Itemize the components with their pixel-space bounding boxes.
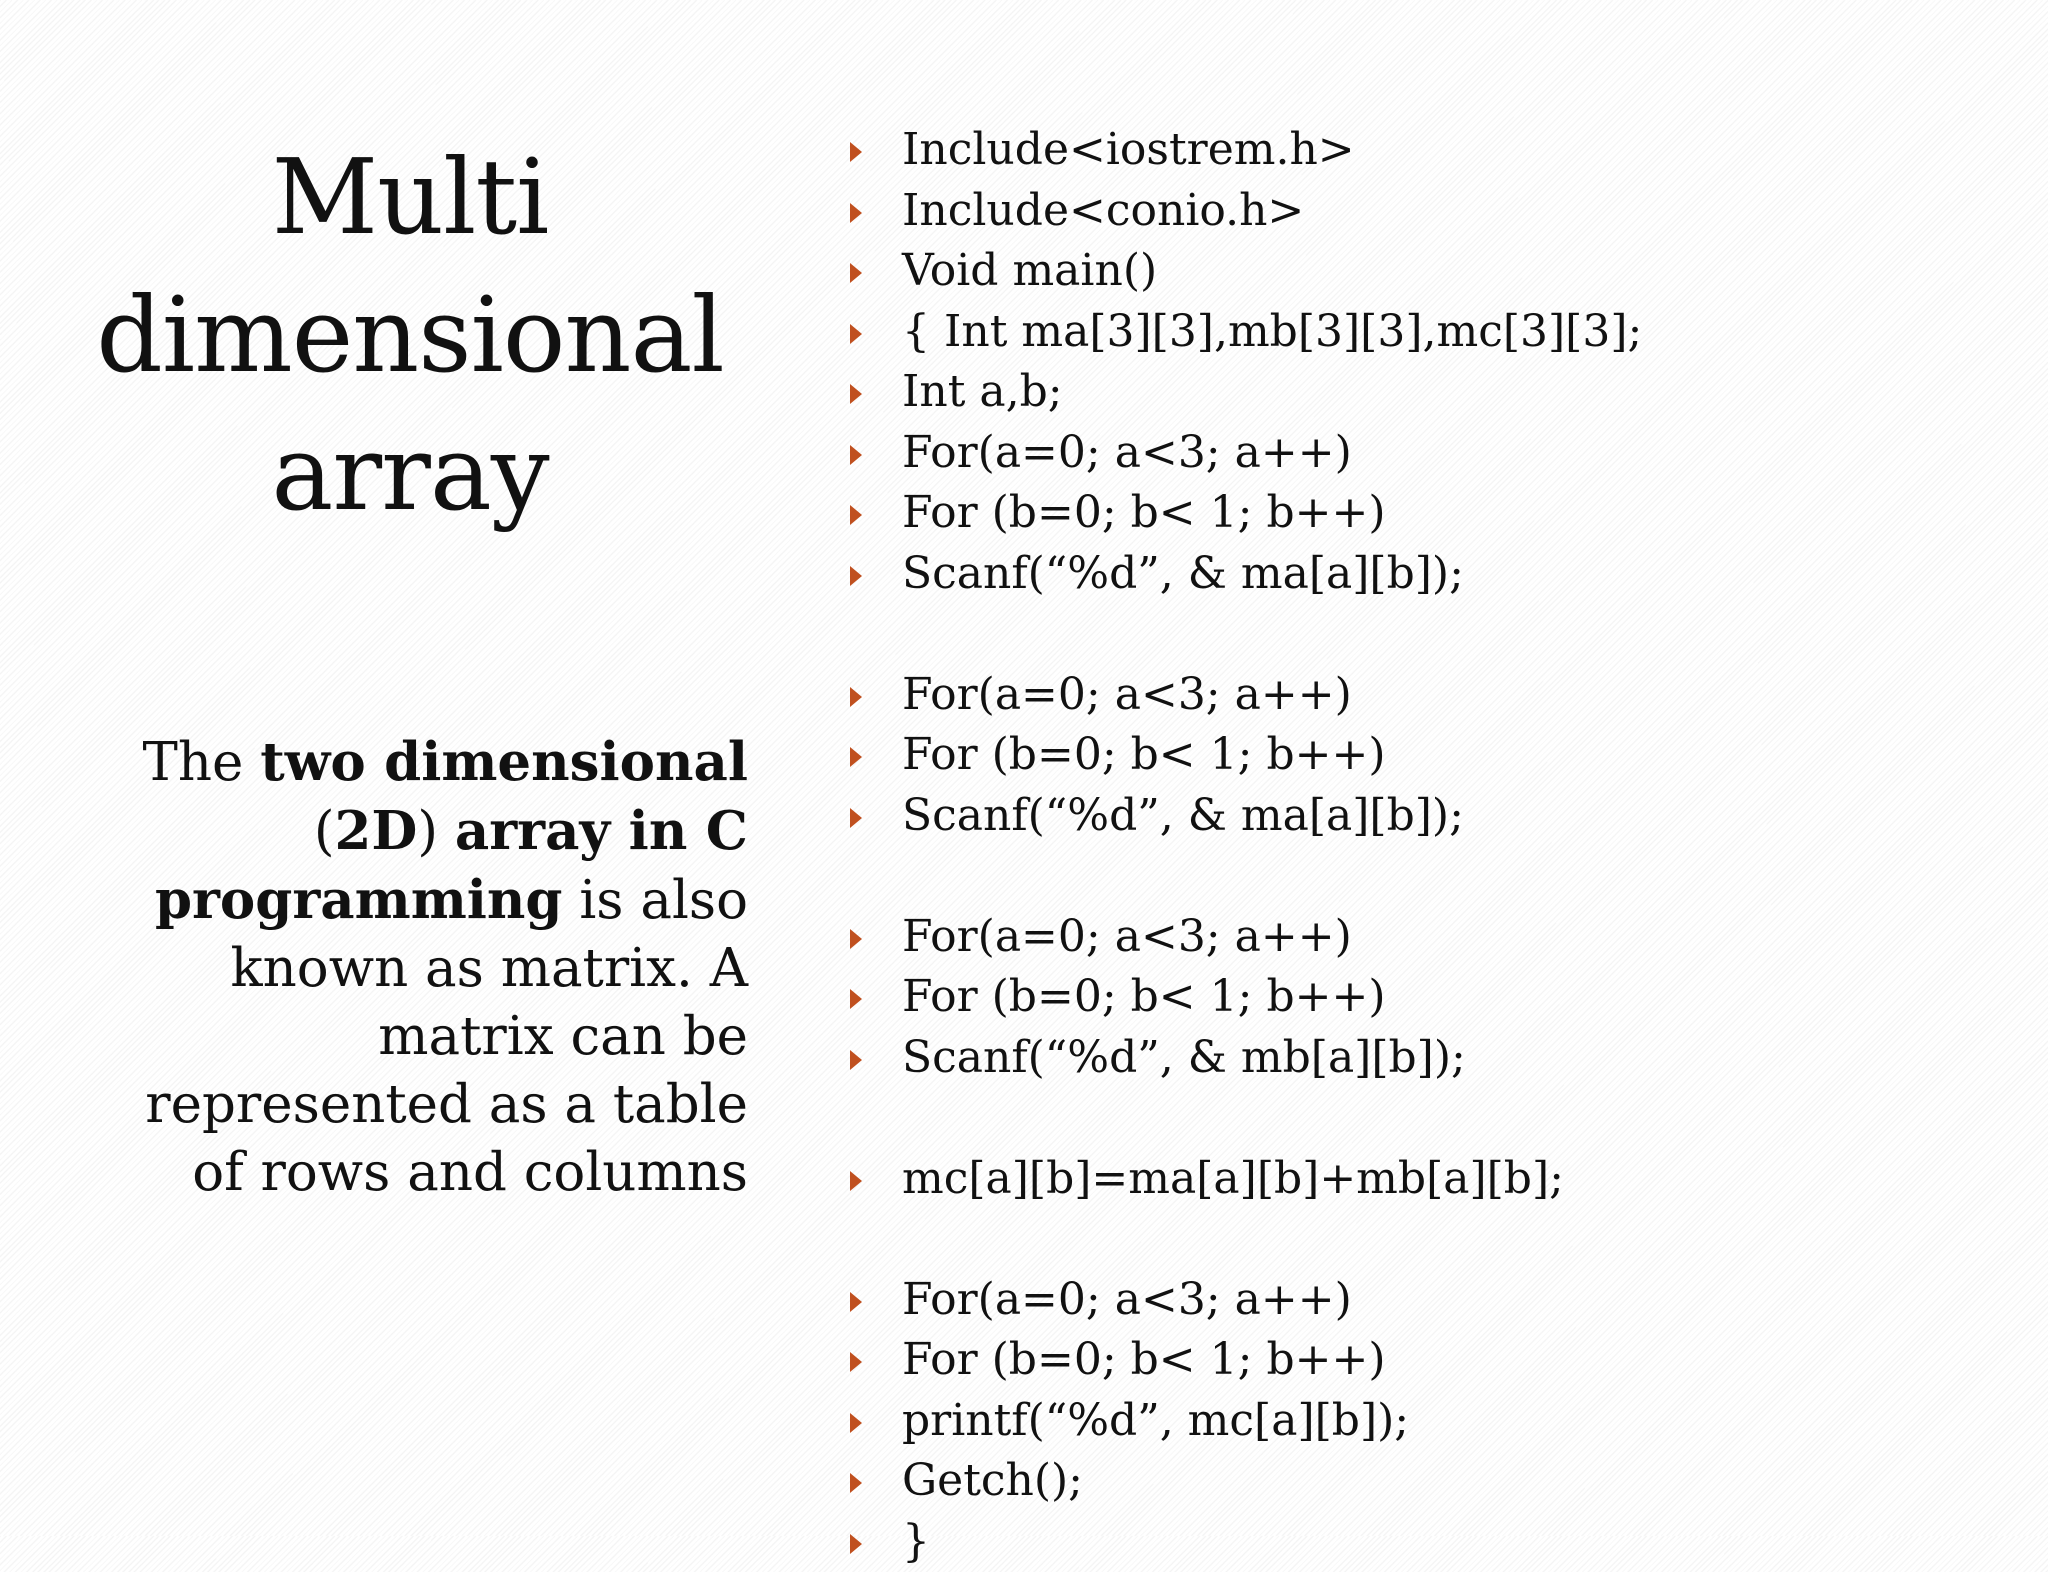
code-line-text: printf(“%d”, mc[a][b]); — [902, 1395, 1409, 1446]
code-line — [840, 1028, 2020, 1089]
code-line-spacer — [840, 1088, 2020, 1149]
title-line-3: array — [60, 404, 760, 542]
title-line-2: dimensional — [60, 266, 760, 404]
code-line — [840, 302, 2020, 363]
code-line — [840, 1512, 2020, 1572]
triangle-bullet-icon — [850, 324, 862, 344]
code-line-spacer — [840, 1209, 2020, 1270]
code-line — [840, 665, 2020, 726]
code-line-text: Scanf(“%d”, & mb[a][b]); — [902, 1032, 1466, 1083]
code-line-text: For (b=0; b< 1; b++) — [902, 487, 1386, 538]
triangle-bullet-icon — [850, 263, 862, 283]
code-line-text: Getch(); — [902, 1455, 1083, 1506]
code-line-text: For (b=0; b< 1; b++) — [902, 1334, 1386, 1385]
code-line-text: For(a=0; a<3; a++) — [902, 427, 1352, 478]
triangle-bullet-icon — [850, 687, 862, 707]
code-line — [840, 241, 2020, 302]
code-line-text: Include<conio.h> — [902, 185, 1304, 236]
code-line-text: Int a,b; — [902, 366, 1063, 417]
description-bold-3: array in C programming — [155, 800, 748, 931]
code-line — [840, 120, 2020, 181]
description-part-2: ( — [314, 801, 335, 862]
triangle-bullet-icon — [850, 989, 862, 1009]
code-line — [840, 483, 2020, 544]
code-line-text: For(a=0; a<3; a++) — [902, 669, 1352, 720]
code-line-text: } — [902, 1516, 930, 1567]
code-line — [840, 1149, 2020, 1210]
triangle-bullet-icon — [850, 203, 862, 223]
code-line-text: { Int ma[3][3],mb[3][3],mc[3][3]; — [902, 306, 1642, 357]
code-line-text: Scanf(“%d”, & ma[a][b]); — [902, 548, 1464, 599]
code-line — [840, 362, 2020, 423]
code-line-text: Include<iostrem.h> — [902, 124, 1355, 175]
triangle-bullet-icon — [850, 1050, 862, 1070]
triangle-bullet-icon — [850, 1292, 862, 1312]
title-line-1: Multi — [60, 128, 760, 266]
code-line-text: For (b=0; b< 1; b++) — [902, 971, 1386, 1022]
triangle-bullet-icon — [850, 747, 862, 767]
description-text — [80, 728, 748, 1207]
triangle-bullet-icon — [850, 929, 862, 949]
triangle-bullet-icon — [850, 445, 862, 465]
code-line-text: mc[a][b]=ma[a][b]+mb[a][b]; — [902, 1153, 1564, 1204]
triangle-bullet-icon — [850, 1473, 862, 1493]
code-line — [840, 786, 2020, 847]
code-line-text: For(a=0; a<3; a++) — [902, 1274, 1352, 1325]
code-line — [840, 1330, 2020, 1391]
triangle-bullet-icon — [850, 1352, 862, 1372]
code-line-text: Scanf(“%d”, & ma[a][b]); — [902, 790, 1464, 841]
code-line — [840, 181, 2020, 242]
code-line — [840, 423, 2020, 484]
triangle-bullet-icon — [850, 1413, 862, 1433]
code-line-spacer — [840, 604, 2020, 665]
description-bold-1: two dimensional — [260, 731, 748, 793]
code-line-text: Void main() — [902, 245, 1157, 296]
slide-title — [60, 128, 760, 542]
triangle-bullet-icon — [850, 384, 862, 404]
code-line — [840, 1270, 2020, 1331]
triangle-bullet-icon — [850, 808, 862, 828]
code-line — [840, 725, 2020, 786]
code-line-spacer — [840, 846, 2020, 907]
triangle-bullet-icon — [850, 505, 862, 525]
code-line — [840, 1451, 2020, 1512]
triangle-bullet-icon — [850, 1171, 862, 1191]
description-bold-2: 2D — [335, 800, 418, 862]
code-line-text: For(a=0; a<3; a++) — [902, 911, 1352, 962]
code-line — [840, 967, 2020, 1028]
code-line — [840, 1391, 2020, 1452]
triangle-bullet-icon — [850, 142, 862, 162]
code-line — [840, 907, 2020, 968]
triangle-bullet-icon — [850, 566, 862, 586]
code-line-text: For (b=0; b< 1; b++) — [902, 729, 1386, 780]
description-part-3: ) — [417, 801, 455, 862]
description-part-1: The — [143, 732, 261, 793]
code-line — [840, 544, 2020, 605]
triangle-bullet-icon — [850, 1534, 862, 1554]
description-part-4: is also known as matrix. A matrix can be represented as a table of rows and columns — [145, 870, 748, 1203]
code-list — [840, 120, 2020, 1572]
